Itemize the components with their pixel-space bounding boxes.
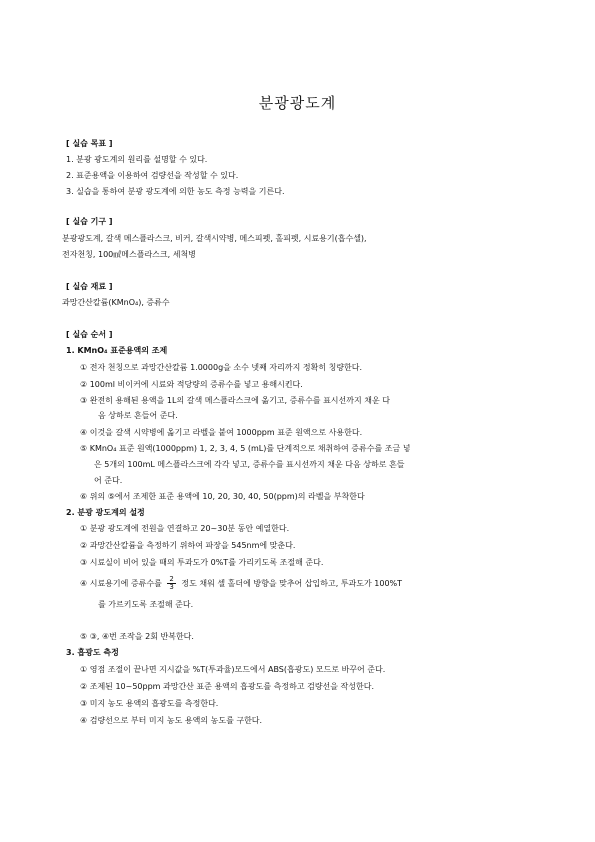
objective-heading: [ 실습 목표 ] (66, 139, 113, 148)
sec3-step-1: ① 영점 조절이 끝나면 지시값을 %T(투과율)모드에서 ABS(흡광도) 모드로 바꾸어 준다. (80, 665, 386, 674)
sec1-step-1: ① 전자 천칭으로 과망간산칼륨 1.0000g을 소수 넷째 자리까지 정확히 칭량한다. (80, 363, 363, 372)
sec2-step-4-cont: 를 가르키도록 조절해 준다. (98, 600, 194, 609)
sec1-step-5-cont-2: 어 준다. (94, 476, 123, 485)
sec2-step-1: ① 분광 광도계에 전원을 연결하고 20~30분 동안 예열한다. (80, 524, 290, 533)
equipment-line-1: 분광광도계, 갈색 메스플라스크, 비커, 갈색시약병, 메스피펫, 홀피펫, 시료용기(흡수셀), (62, 234, 367, 243)
sec2-step-4-pre: ④ 시료용기에 증류수를 (80, 579, 162, 588)
fraction-denominator: 3 (169, 583, 174, 591)
sec1-step-5-cont-1: 은 5개의 100mL 메스플라스크에 각각 넣고, 증류수를 표시선까지 채운 다음 상하로 흔들 (94, 460, 405, 469)
procedure-heading: [ 실습 순서 ] (66, 330, 113, 339)
objective-item-3: 3. 실습을 통하여 분광 광도계에 의한 농도 측정 능력을 기른다. (66, 187, 285, 196)
materials-line: 과망간산칼륨(KMnO₄), 증류수 (62, 298, 170, 307)
procedure-section-1-title: 1. KMnO₄ 표준용액의 조제 (66, 346, 168, 355)
sec1-step-5: ⑤ KMnO₄ 표준 원액(1000ppm) 1, 2, 3, 4, 5 (mL)를 단계적으로 채취하여 증류수를 조금 넣 (80, 444, 411, 453)
sec2-step-2: ② 과망간산칼륨을 측정하기 위하여 파장을 545nm에 맞춘다. (80, 541, 296, 550)
sec3-step-2: ② 조제된 10~50ppm 과망간산 표준 용액의 흡광도를 측정하고 검량선을 작성한다. (80, 682, 374, 691)
sec1-step-3: ③ 완전히 용해된 용액을 1L의 갈색 메스플라스크에 옮기고, 증류수를 표시선까지 채운 다 (80, 396, 390, 405)
objective-item-2: 2. 표준용액을 이용하여 검량선을 작성할 수 있다. (66, 171, 239, 180)
sec3-step-3: ③ 미지 농도 용액의 흡광도를 측정한다. (80, 699, 219, 708)
procedure-section-3-title: 3. 흡광도 측정 (66, 648, 119, 657)
sec1-step-6: ⑥ 위의 ⑤에서 조제한 표준 용액에 10, 20, 30, 40, 50(ppm)의 라벨을 부착한다 (80, 492, 365, 501)
sec2-step-4-post: 정도 채워 셀 홀더에 방향을 맞추어 삽입하고, 투과도가 100%T (181, 579, 403, 588)
sec2-step-5: ⑤ ③, ④번 조작을 2회 반복한다. (80, 632, 194, 641)
fraction-numerator: 2 (169, 575, 174, 583)
equipment-line-2: 전자천칭, 100㎖메스플라스크, 세척병 (62, 250, 196, 259)
equipment-heading: [ 실습 기구 ] (66, 217, 113, 226)
sec3-step-4: ④ 검량선으로 부터 미지 농도 용액의 농도를 구한다. (80, 716, 263, 725)
materials-heading: [ 실습 재료 ] (66, 282, 113, 291)
sec2-step-3: ③ 시료실이 비어 있을 때의 투과도가 0%T를 가리키도록 조절해 준다. (80, 558, 324, 567)
sec1-step-4: ④ 이것을 갈색 시약병에 옮기고 라벨을 붙여 1000ppm 표준 원액으로 사용한다. (80, 428, 363, 437)
fraction (167, 576, 175, 591)
objective-item-1: 1. 분광 광도계의 원리를 설명할 수 있다. (66, 155, 208, 164)
sec2-step-4 (80, 576, 402, 591)
procedure-section-2-title: 2. 분광 광도계의 설정 (66, 508, 145, 517)
sec1-step-3-cont: 음 상하로 흔들어 준다. (98, 411, 178, 420)
page-title: 분광광도계 (258, 94, 337, 112)
sec1-step-2: ② 100ml 비이커에 시료와 적당량의 증류수를 넣고 용해시킨다. (80, 380, 303, 389)
